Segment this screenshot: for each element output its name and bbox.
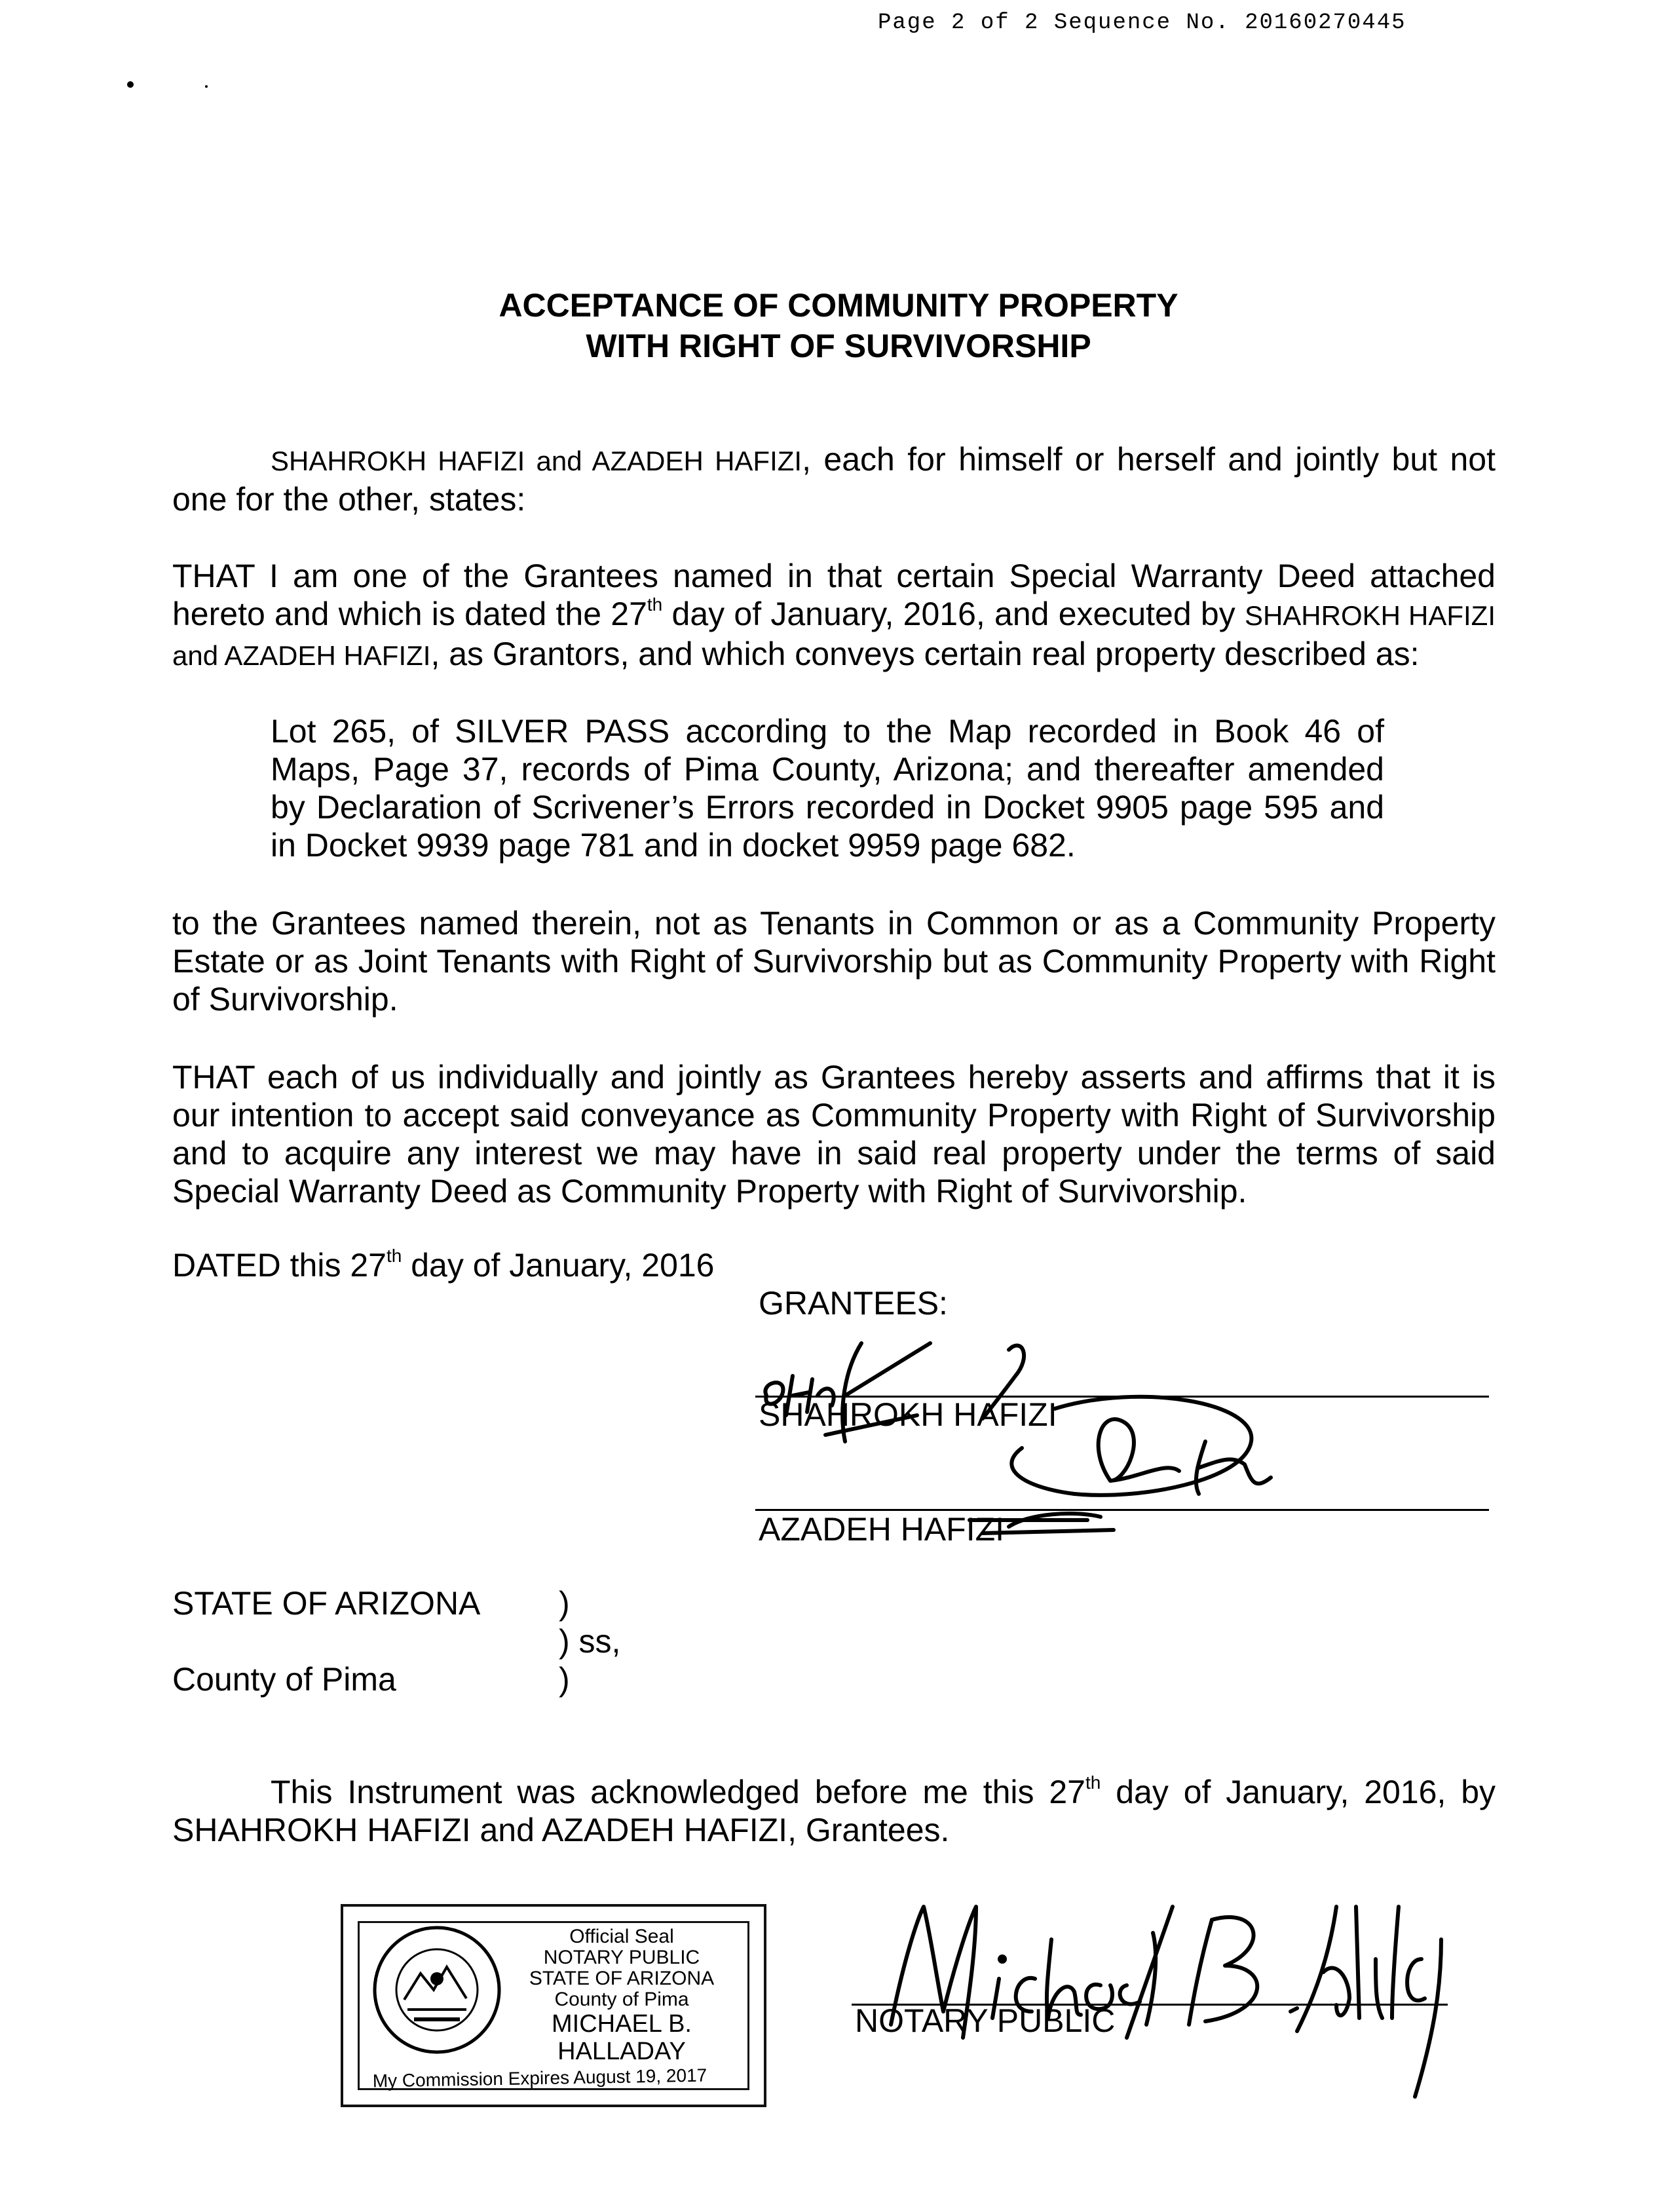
signer-2-name: AZADEH HAFIZI <box>759 1511 1005 1548</box>
page-sequence-header: Page 2 of 2 Sequence No. 20160270445 <box>878 10 1406 35</box>
dated-sup: th <box>386 1246 402 1266</box>
grantees-label: GRANTEES: <box>759 1285 948 1322</box>
venue-county: County of Pima <box>172 1661 396 1698</box>
title-line-1: ACCEPTANCE OF COMMUNITY PROPERTY <box>499 287 1178 324</box>
seal-expiration: My Commission Expires August 19, 2017 <box>372 2065 707 2091</box>
scan-speck <box>127 81 134 88</box>
notary-seal-stamp <box>341 1904 766 2107</box>
notary-public-label: NOTARY PUBLIC <box>855 2002 1116 2039</box>
that-paragraph-2: THAT each of us individually and jointly as Grantees hereby asserts and affirms that it is our intention to accept said conveyance as Community Property with Right of Survivorship and to acquire any interest we may have in said real property under the terms of said Special Warranty Deed as Community Property with Right of Survivorship. <box>172 1059 1496 1210</box>
venue-state: STATE OF ARIZONA <box>172 1585 481 1622</box>
title-line-2: WITH RIGHT OF SURVIVORSHIP <box>586 328 1091 364</box>
document-title <box>0 285 1677 366</box>
seal-line-4: County of Pima <box>554 1989 689 2010</box>
signer-1-name: SHAHROKH HAFIZI <box>759 1396 1057 1433</box>
that1-sup: th <box>647 594 663 615</box>
seal-line-3: STATE OF ARIZONA <box>529 1968 715 1989</box>
that1-names: SHAHROKH HAFIZI and AZADEH HAFIZI <box>172 600 1496 671</box>
that1-part3: , as Grantors, and which conveys certain real property described as: <box>430 636 1420 672</box>
grantees-paragraph: to the Grantees named therein, not as Tenants in Common or as a Community Property Estate or as Joint Tenants with Right of Survivorship but as Community Property with Right of Survivorship. <box>172 905 1496 1018</box>
dated-part1: DATED this 27 <box>172 1247 386 1284</box>
arizona-state-seal-emblem <box>368 1921 506 2059</box>
ack-part2: day of January, 2016, by SHAHROKH HAFIZI and AZADEH HAFIZI, Grantees. <box>172 1774 1496 1848</box>
seal-line-2: NOTARY PUBLIC <box>543 1947 700 1968</box>
seal-text-block <box>494 1926 749 2065</box>
seal-notary-name: MICHAEL B. HALLADAY <box>552 2010 692 2065</box>
ack-sup: th <box>1085 1772 1101 1793</box>
scan-speck <box>205 85 208 88</box>
that-paragraph-1 <box>172 557 1496 675</box>
dated-line <box>172 1246 715 1284</box>
venue-paren-3: ) <box>559 1661 570 1698</box>
ack-part1: This Instrument was acknowledged before me this 27 <box>271 1774 1085 1810</box>
that1-part1: THAT I am one of the Grantees named in that certain Special Warranty Deed attached hereto and which is dated the 27 <box>172 558 1496 632</box>
intro-rest: , each for himself or herself and jointly but not one for the other, states: <box>172 441 1496 518</box>
that1-part2: day of January, 2016, and executed by <box>662 596 1245 632</box>
seal-line-1: Official Seal <box>569 1926 674 1947</box>
grantee-signatures-image <box>747 1330 1336 1579</box>
venue-paren-1: ) <box>559 1585 570 1622</box>
acknowledgment-paragraph <box>172 1773 1496 1849</box>
dated-part2: day of January, 2016 <box>402 1247 715 1284</box>
intro-paragraph <box>172 440 1496 518</box>
legal-description: Lot 265, of SILVER PASS according to the Map recorded in Book 46 of Maps, Page 37, records of Pima County, Arizona; and thereafter amended by Declaration of Scrivener’s Errors recorded in Docket 9905 page 595 and in Docket 9939 page 781 and in docket 9959 page 682. <box>271 713 1384 864</box>
venue-ss: ) ss, <box>559 1623 621 1660</box>
notary-signature-image <box>878 1880 1454 2097</box>
intro-names: SHAHROKH HAFIZI and AZADEH HAFIZI <box>271 446 802 476</box>
